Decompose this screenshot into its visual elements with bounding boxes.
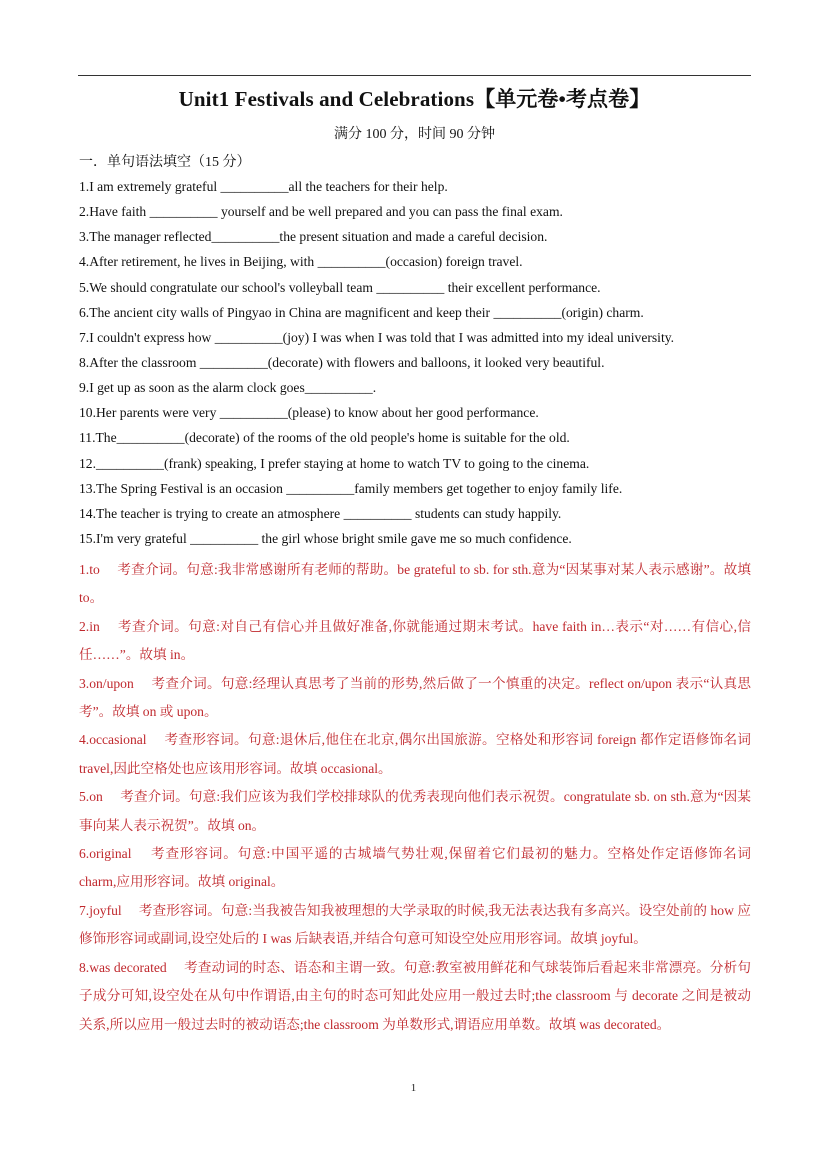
answer-item: 3.on/upon 考查介词。句意:经理认真思考了当前的形势,然后做了一个慎重的决定。reflect on/upon 表示“认真思考”。故填 on 或 upon。	[79, 675, 751, 720]
question-item: 10.Her parents were very __________(please) to know about her good performance.	[79, 405, 539, 421]
section-heading: 一．单句语法填空（15 分）	[79, 155, 251, 170]
answer-item: 5.on 考查介词。句意:我们应该为我们学校排球队的优秀表现向他们表示祝贺。congratulate sb. on sth.意为“因某事向某人表示祝贺”。故填 on。	[79, 789, 751, 833]
question-item: 12.__________(frank) speaking, I prefer staying at home to watch TV to going to the cinema.	[79, 455, 590, 471]
answer-item: 8.was decorated 考查动词的时态、语态和主谓一致。句意:教室被用鲜花和气球装饰后看起来非常漂亮。分析句子成分可知,设空处在从句中作谓语,由主句的时态可知此处应用一般过去时;the classroom 与 decorate 之间是被动关系,所以应用一般过去时的被动语态;the classroom 为单数形式,谓语应用单数。故填 was decorated。	[79, 959, 751, 1032]
question-item: 9.I get up as soon as the alarm clock goes__________.	[79, 380, 377, 396]
header-rule	[78, 75, 751, 76]
question-item: 5.We should congratulate our school's volleyball team __________ their excellent performance.	[79, 279, 601, 295]
question-item: 13.The Spring Festival is an occasion __________family members get together to enjoy family life.	[79, 480, 623, 496]
answer-item: 2.in 考查介词。句意:对自己有信心并且做好准备,你就能通过期末考试。have faith in…表示“对……有信心,信任……”。故填 in。	[79, 618, 751, 663]
answer-item: 1.to 考查介词。句意:我非常感谢所有老师的帮助。be grateful to sb. for sth.意为“因某事对某人表示感谢”。故填 to。	[79, 562, 751, 606]
page-title: Unit1 Festivals and Celebrations【单元卷•考点卷】	[178, 87, 651, 111]
question-list	[79, 176, 751, 553]
answer-key	[79, 556, 751, 1039]
question-item: 8.After the classroom __________(decorate) with flowers and balloons, it looked very beautiful.	[79, 354, 605, 370]
question-item: 11.The__________(decorate) of the rooms of the old people's home is suitable for the old.	[79, 430, 570, 446]
question-item: 3.The manager reflected__________the present situation and made a careful decision.	[79, 229, 548, 245]
question-item: 4.After retirement, he lives in Beijing, with __________(occasion) foreign travel.	[79, 254, 523, 270]
answer-item: 4.occasional 考查形容词。句意:退休后,他住在北京,偶尔出国旅游。空格处和形容词 foreign 都作定语修饰名词 travel,因此空格处也应该用形容词。故填 occasional。	[79, 732, 751, 776]
question-item: 2.Have faith __________ yourself and be well prepared and you can pass the final exam.	[79, 204, 563, 220]
question-item: 1.I am extremely grateful __________all the teachers for their help.	[79, 179, 448, 194]
page-number: 1	[410, 1082, 417, 1094]
question-item: 6.The ancient city walls of Pingyao in China are magnificent and keep their __________(origin) charm.	[79, 304, 644, 320]
question-item: 15.I'm very grateful __________ the girl whose bright smile gave me so much confidence.	[79, 530, 572, 546]
exam-info: 满分 100 分，时间 90 分钟	[334, 127, 495, 142]
question-item: 14.The teacher is trying to create an atmosphere __________ students can study happily.	[79, 505, 562, 521]
answer-item: 7.joyful 考查形容词。句意:当我被告知我被理想的大学录取的时候,我无法表达我有多高兴。设空处前的 how 应修饰形容词或副词,设空处后的 I was 后缺表语,并结合句意可知设空处应用形容词。故填 joyful。	[79, 902, 751, 947]
question-item: 7.I couldn't express how __________(joy) I was when I was told that I was admitted into my ideal university.	[79, 329, 675, 345]
answer-item: 6.original 考查形容词。句意:中国平遥的古城墙气势壮观,保留着它们最初的魅力。空格处作定语修饰名词 charm,应用形容词。故填 original。	[79, 846, 751, 890]
